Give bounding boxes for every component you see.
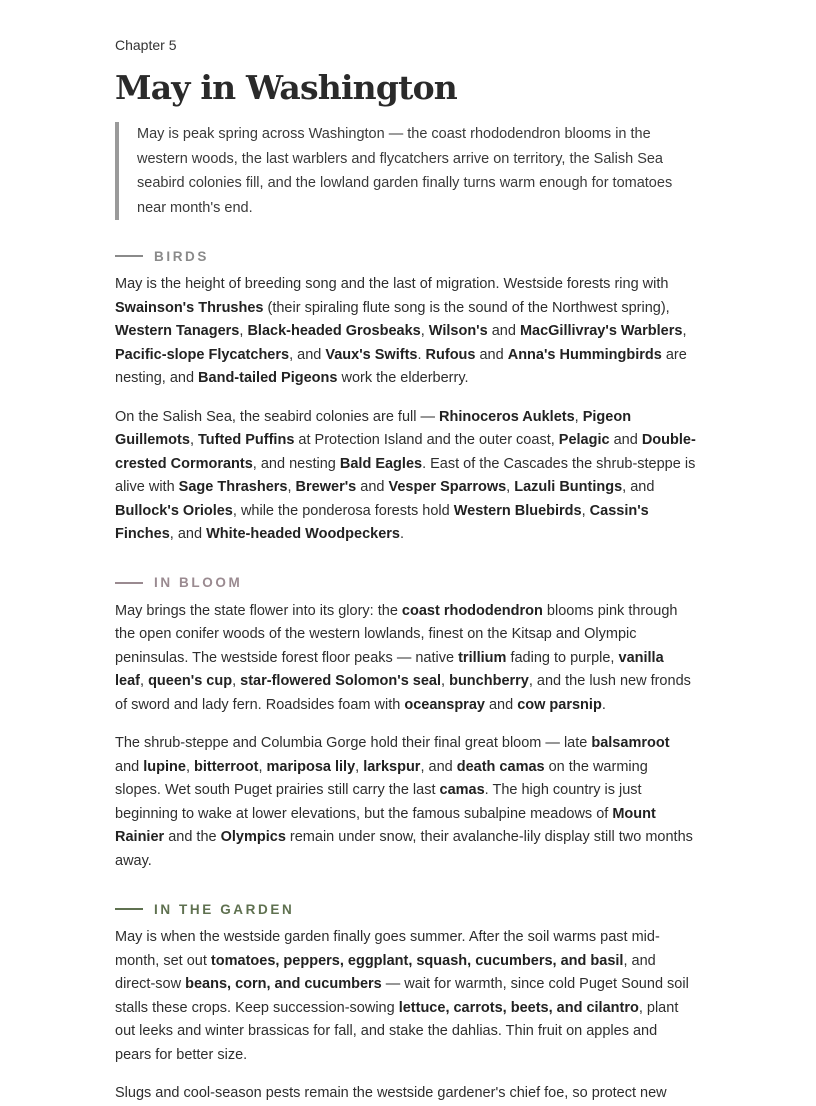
bold-term: Western Tanagers	[115, 323, 240, 339]
text-run: at Protection Island and the outer coast,	[294, 432, 559, 448]
text-run: ,	[420, 323, 429, 339]
bold-term: Pigeon Guillemots	[115, 408, 632, 448]
text-run: ,	[185, 758, 194, 775]
bold-term: White-headed Woodpeckers	[206, 526, 400, 542]
section-paragraph	[115, 1082, 696, 1106]
text-run: ,	[355, 758, 364, 775]
chapter-label: Chapter 5	[115, 37, 177, 53]
text-run: , and	[622, 479, 655, 495]
bold-term: Rufous	[425, 346, 476, 363]
text-run: and	[487, 323, 520, 339]
bold-term: lupine	[143, 758, 186, 775]
bold-term: MacGillivray's Warblers	[519, 323, 683, 339]
chapter-intro: May is peak spring across Washington — the coast rhododendron blooms in the western woods, the last warblers and flycatchers arrive on territory, the Salish Sea seabird colonies fill, and the lowland garden finally turns warm enough for tomatoes near month's end.	[115, 122, 696, 220]
bold-term: mariposa lily	[266, 758, 356, 775]
text-run: .	[601, 696, 606, 713]
text-run: May is the height of breeding song and the last of migration. Westside forests ring with	[115, 276, 669, 292]
text-run: fading to purple,	[506, 649, 619, 666]
bold-term: bunchberry	[449, 673, 529, 689]
bold-term: vanilla leaf	[115, 649, 664, 689]
bold-term: coast rhododendron	[401, 602, 543, 619]
text-run: , and direct-sow	[115, 952, 656, 992]
text-run: .	[399, 526, 405, 542]
text-run: ,	[506, 479, 515, 495]
text-run: and	[356, 479, 389, 495]
section-heading-label: BIRDS	[154, 248, 210, 264]
text-run: .	[417, 346, 426, 363]
bold-term: Vesper Sparrows	[388, 479, 507, 495]
text-run: ,	[574, 408, 583, 425]
section-paragraph	[115, 600, 696, 718]
text-run: May is when the westside garden finally goes summer. After the soil warms past mid-month, set out	[115, 929, 660, 969]
text-run: , and nesting	[252, 455, 340, 472]
bold-term: lettuce, carrots, beets, and cilantro	[398, 999, 639, 1016]
bold-term: Wilson's	[428, 323, 488, 339]
section-gap	[115, 888, 696, 899]
section-paragraph	[115, 926, 696, 1067]
sections	[115, 246, 696, 1106]
bold-term: Swainson's Thrushes	[115, 299, 264, 316]
bold-term: bitterroot	[194, 758, 259, 775]
bold-term: Brewer's	[295, 479, 357, 495]
text-run: ,	[682, 323, 687, 339]
text-run: ,	[140, 673, 149, 689]
text-run: on the warming slopes. Wet south Puget prairies still carry the last	[115, 758, 648, 798]
text-run: ,	[441, 673, 450, 689]
bold-term: camas	[439, 782, 485, 798]
text-run: (their spiraling flute song is the sound of the Northwest spring),	[263, 299, 670, 316]
section-paragraph	[115, 406, 696, 547]
text-run: On the Salish Sea, the seabird colonies are full —	[115, 408, 440, 425]
bold-term: cow parsnip	[517, 696, 602, 713]
text-run: , and	[420, 758, 457, 775]
bold-term: Double-crested Cormorants	[115, 432, 696, 472]
bold-term: trillium	[458, 649, 507, 666]
text-run: . East of the Cascades the shrub-steppe is alive with	[115, 455, 696, 495]
bold-term: Mount Rainier	[115, 805, 656, 845]
bold-term: Anna's Hummingbirds	[507, 346, 662, 363]
bold-term: beans, corn, and cucumbers	[185, 976, 382, 992]
text-run: and the	[164, 829, 221, 845]
text-run: ,	[258, 758, 267, 775]
bold-term: Band-tailed Pigeons	[198, 370, 338, 386]
text-run: , while the ponderosa forests hold	[232, 502, 454, 519]
text-run: blooms pink through the open conifer woods of the western lowlands, finest on the Kitsap and Olympic peninsulas. The westside forest floor peaks — native	[115, 602, 678, 666]
section-heading-label: IN BLOOM	[154, 575, 243, 590]
bold-term: Olympics	[220, 829, 286, 845]
bold-term: Western Bluebirds	[453, 502, 582, 519]
text-run: , and the lush new fronds of sword and lady fern. Roadsides foam with	[115, 673, 691, 713]
bold-term: Vaux's Swifts	[325, 346, 418, 363]
bold-term: Pelagic	[558, 432, 610, 448]
bold-term: Sage Thrashers	[178, 479, 288, 495]
text-run: — wait for warmth, since cold Puget Sound soil stalls these crops. Keep succession-sowing	[115, 976, 689, 1016]
bold-term: Rhinoceros Auklets	[439, 408, 575, 425]
bold-term: oceanspray	[404, 696, 485, 713]
bold-term: balsamroot	[591, 735, 670, 751]
bold-term: Pacific-slope Flycatchers	[115, 346, 290, 363]
section-heading-label: IN THE GARDEN	[154, 901, 295, 917]
text-run: and	[609, 432, 642, 448]
text-run: ,	[581, 502, 590, 519]
text-run: The shrub-steppe and Columbia Gorge hold their final great bloom — late	[115, 735, 592, 751]
bold-term: Bald Eagles	[339, 455, 423, 472]
text-run: work the elderberry.	[337, 370, 469, 386]
section-rule	[115, 255, 143, 257]
bold-term: Black-headed Grosbeaks	[247, 323, 421, 339]
text-run: , and	[169, 526, 207, 542]
text-run: ,	[239, 323, 248, 339]
section-paragraph	[115, 273, 696, 391]
section-paragraph	[115, 732, 696, 873]
bold-term: larkspur	[363, 758, 421, 775]
bold-term: star-flowered Solomon's seal	[240, 673, 442, 689]
text-run: are nesting, and	[115, 346, 687, 386]
text-run: and	[484, 696, 518, 713]
text-run: , plant out leeks and winter brassicas for fall, and stake the dahlias. Thin fruit on apples and pears for better size.	[115, 999, 679, 1063]
text-run: ,	[287, 479, 296, 495]
text-run: May brings the state flower into its glory: the	[115, 602, 402, 619]
bold-term: Lazuli Buntings	[514, 479, 623, 495]
bold-term: death camas	[456, 758, 545, 775]
section-heading	[115, 899, 696, 919]
section-heading	[115, 573, 696, 593]
text-run: ,	[189, 432, 198, 448]
text-run: ,	[232, 673, 241, 689]
bold-term: Cassin's Finches	[115, 502, 649, 542]
text-run: Slugs and cool-season pests remain the westside gardener's chief foe, so protect new	[115, 1085, 667, 1101]
text-run: and	[115, 758, 144, 775]
section-heading	[115, 246, 696, 266]
bold-term: Tufted Puffins	[198, 432, 295, 448]
chapter-title: May in Washington	[115, 68, 457, 107]
bold-term: Bullock's Orioles	[115, 502, 233, 519]
text-run: remain under snow, their avalanche-lily display still two months away.	[115, 829, 693, 869]
text-run: . The high country is just beginning to wake at lower elevations, but the famous subalpine meadows of	[115, 782, 642, 822]
text-run: and	[475, 346, 508, 363]
section-rule	[115, 582, 143, 584]
bold-term: tomatoes, peppers, eggplant, squash, cucumbers, and basil	[210, 952, 624, 969]
section-rule	[115, 908, 143, 910]
section-gap	[115, 562, 696, 573]
text-run: , and	[289, 346, 326, 363]
bold-term: queen's cup	[148, 673, 233, 689]
